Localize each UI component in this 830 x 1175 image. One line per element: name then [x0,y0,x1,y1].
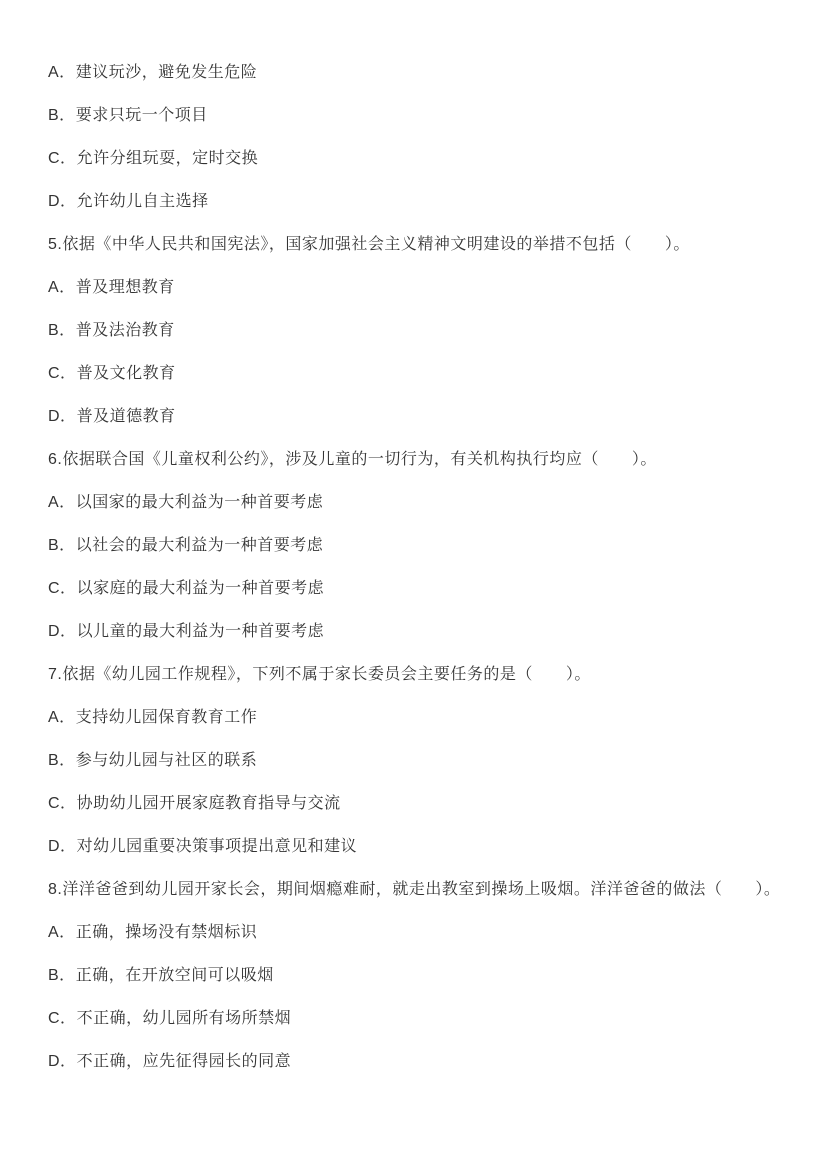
option-label: D． [48,838,77,855]
option-label: D． [48,1053,77,1070]
question-text: 依据《中华人民共和国宪法》，国家加强社会主义精神文明建设的举措不包括（ ）。 [62,236,690,253]
option-item [48,365,810,382]
question-8 [48,881,810,1070]
option-item [48,580,810,597]
question-number: 6. [48,451,63,468]
option-item [48,150,810,167]
option-text: 对幼儿园重要决策事项提出意见和建议 [76,838,358,855]
option-item [48,709,810,726]
option-item [48,537,810,554]
question-number: 8. [48,881,63,898]
option-text: 不正确，幼儿园所有场所禁烟 [76,1010,292,1027]
option-text: 要求只玩一个项目 [75,107,208,124]
option-item [48,107,810,124]
option-label: C． [48,795,77,812]
option-item [48,1010,810,1027]
question-7 [48,666,810,855]
option-item [48,64,810,81]
option-label: B． [48,322,76,339]
question-stem [48,881,810,898]
option-item [48,838,810,855]
question-stem [48,236,810,253]
option-item [48,967,810,984]
option-label: C． [48,150,77,167]
question-number: 7. [48,666,63,683]
option-label: D． [48,193,77,210]
option-item [48,924,810,941]
option-label: A． [48,924,76,941]
option-text: 正确，在开放空间可以吸烟 [75,967,274,984]
question-4-options [48,64,810,210]
option-item [48,408,810,425]
question-number: 5. [48,236,63,253]
option-label: D． [48,408,77,425]
option-item [48,279,810,296]
option-label: B． [48,752,76,769]
question-text: 依据《幼儿园工作规程》，下列不属于家长委员会主要任务的是（ ）。 [62,666,591,683]
option-item [48,1053,810,1070]
question-6 [48,451,810,640]
option-text: 建议玩沙，避免发生危险 [75,64,258,81]
option-text: 以儿童的最大利益为一种首要考虑 [76,623,325,640]
option-item [48,752,810,769]
option-text: 正确，操场没有禁烟标识 [75,924,258,941]
option-text: 协助幼儿园开展家庭教育指导与交流 [76,795,341,812]
question-text: 洋洋爸爸到幼儿园开家长会，期间烟瘾难耐，就走出教室到操场上吸烟。洋洋爸爸的做法（ ）。 [62,881,781,898]
option-item [48,322,810,339]
option-text: 以社会的最大利益为一种首要考虑 [75,537,324,554]
option-label: A． [48,279,76,296]
option-text: 普及法治教育 [75,322,175,339]
option-text: 普及道德教育 [76,408,176,425]
option-label: B． [48,537,76,554]
question-stem [48,666,810,683]
option-text: 支持幼儿园保育教育工作 [75,709,258,726]
option-label: A． [48,709,76,726]
option-text: 不正确，应先征得园长的同意 [76,1053,292,1070]
option-item [48,193,810,210]
option-label: A． [48,64,76,81]
question-text: 依据联合国《儿童权利公约》，涉及儿童的一切行为，有关机构执行均应（ ）。 [62,451,657,468]
option-label: D． [48,623,77,640]
option-item [48,623,810,640]
question-stem [48,451,810,468]
option-text: 普及理想教育 [75,279,175,296]
option-label: C． [48,1010,77,1027]
option-text: 允许幼儿自主选择 [76,193,209,210]
option-label: B． [48,107,76,124]
option-text: 以国家的最大利益为一种首要考虑 [75,494,324,511]
option-text: 参与幼儿园与社区的联系 [75,752,258,769]
option-label: C． [48,365,77,382]
option-item [48,795,810,812]
option-label: B． [48,967,76,984]
option-label: A． [48,494,76,511]
option-text: 普及文化教育 [76,365,176,382]
option-text: 允许分组玩耍，定时交换 [76,150,259,167]
option-text: 以家庭的最大利益为一种首要考虑 [76,580,325,597]
option-item [48,494,810,511]
question-5 [48,236,810,425]
option-label: C． [48,580,77,597]
